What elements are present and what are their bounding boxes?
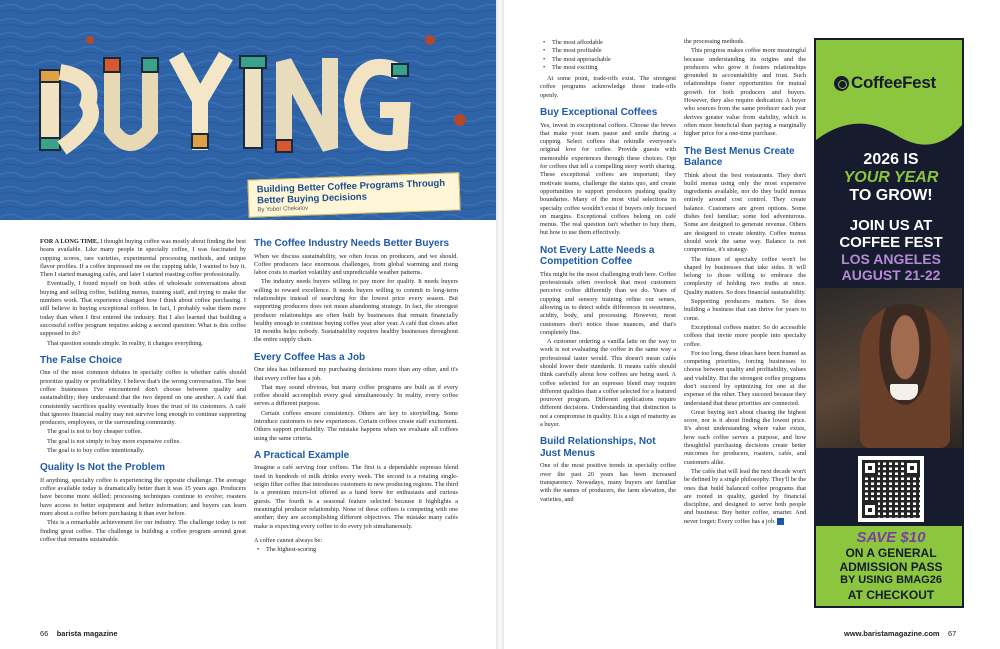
paragraph: Exceptional coffees matter. So do accessible coffees that invite more people into specialty coffee.: [684, 323, 806, 348]
ad-promo-code: BY USING BMAG26: [840, 574, 942, 586]
paragraph: One idea has influenced my purchasing decisions more than any other, and it's that every coffee has a job.: [254, 366, 458, 382]
left-column-2: [254, 238, 458, 557]
left-column-1: [40, 238, 246, 545]
qr-code[interactable]: [858, 456, 924, 522]
paragraph: That question sounds simple. In reality, it changes everything.: [47, 339, 204, 347]
paragraph: the processing methods.: [684, 38, 745, 45]
paragraph: For too long, these ideas have been framed as competing priorities, forcing businesses to choose between quality and profitability, values and viability. But the strongest coffee programs don't succeed by optimizing for one at the expense of the other. They succeed because they understand that these priorities are connected.: [684, 349, 806, 407]
page-gutter: [496, 0, 504, 649]
left-footer: [40, 629, 118, 638]
bullet-list: [540, 39, 676, 72]
right-column-1: [540, 38, 676, 505]
coffee-cup-icon: [890, 384, 918, 400]
section-heading: Build Relationships, Not Just Menus: [540, 436, 656, 459]
paragraph: Certain coffees ensure consistency. Others are key to storytelling. Some introduce customers to new experiences. Certain coffees create staff excitement. Others support profitability. The mistake happens when we evaluate all coffees using the same criteria.: [254, 409, 458, 442]
barista-figure: [860, 304, 950, 448]
ad-save-line-2: ON A GENERAL: [845, 546, 937, 560]
qr-finder: [862, 502, 878, 518]
section-heading: A Practical Example: [254, 449, 350, 461]
section-heading: The False Choice: [40, 354, 123, 366]
section-heading: Quality Is Not the Problem: [40, 462, 166, 474]
paragraph: A coffee cannot always be:: [254, 536, 323, 544]
paragraph: This might be the most challenging truth here. Coffee professionals often overlook that most customers perceive coffee differently than we do. Years of cupping and sensory training refine our senses, allowing us to detect subtle differences in sweetness, acidity, body, and processing. However, most customers don't notice these nuances, and that's completely fine.: [540, 270, 676, 336]
magazine-name: barista magazine: [56, 629, 118, 638]
paragraph: This is a remarkable achievement for our industry. The challenge today is not finding great coffee. The challenge is building a coffee program around great coffee that remains sustainable.: [40, 519, 246, 543]
paragraph: One of the most common debates in specialty coffee is whether cafés should prioritize quality or profitability. I believe that's the wrong conversation. The best coffee businesses I've encountered don't choose between quality and sustainability; they understand that the two depend on one another. A café that consistently sacrifices quality eventually loses the trust of its customers. A café that ignores financial reality may not survive long enough to continue supporting producers, employees, or the surrounding community.: [40, 369, 246, 427]
left-page: [0, 0, 496, 649]
paragraph: The goal is not simply to buy more expensive coffee.: [47, 437, 181, 445]
article-title: Building Better Coffee Programs Through Better Buying Decisions: [256, 177, 446, 207]
qr-finder: [904, 460, 920, 476]
ad-headline-1: 2026 IS: [863, 151, 919, 168]
list-item: • The most exciting: [540, 64, 676, 72]
paragraph: The goal is not to buy cheaper coffee.: [47, 428, 143, 436]
page-number: 67: [947, 629, 957, 638]
list-item: • The most affordable: [540, 39, 676, 47]
paragraph: That may sound obvious, but many coffee programs are built as if every coffee should accomplish every goal simultaneously. In reality, every coffee serves a different purpose.: [254, 383, 458, 408]
page-number: 66: [40, 629, 49, 638]
intro-paragraph: FOR A LONG TIME, I thought buying coffee was mostly about finding the best beans available. Like many people in specialty coffee, I was fascinated by cupping scores, rare varieties, experimental processing methods, and unique flavor profiles. If a coffee impressed me on the cupping table, I wanted to buy it. Then I started managing cafés, and later I started roasting coffee professionally.: [40, 238, 246, 279]
article-byline: By Yober Chekalov: [257, 205, 309, 214]
ad-save-line-3: ADMISSION PASS: [839, 560, 943, 574]
ad-save-amount: SAVE $10: [856, 529, 926, 546]
paragraph: This progress makes coffee more meaningful because understanding its origins and the producers who grow it fosters relationships grounded in accountability and trust. Such relationships foster opportunities for mutual growth for both producers and buyers. However, they also require dedication. A buyer who sources from the same producer each year derives greater value from stability, which is often more beneficial than paying a marginally higher price for a one-time purchase.: [684, 47, 806, 138]
coffee-fest-ad[interactable]: [814, 38, 964, 608]
ad-photo-barista: [816, 288, 964, 448]
qr-code-pattern: [862, 460, 920, 518]
bullet-list: [254, 546, 458, 554]
paragraph: Eventually, I found myself on both sides of wholesale conversations about buying and selling coffee, building menus, training staff, and trying to make the numbers work. That experience changed how I think about coffee purchasing. I still believe in buying exceptional coffees. In fact, I probably value them more today than when I first entered the industry. But I also learned that building a successful coffee program requires asking a second question: What is this coffee supposed to do?: [40, 280, 246, 338]
paragraph: A customer ordering a vanilla latte on the way to work is not evaluating the coffee in the same way a professional taster would. This doesn't mean cafés should lower their standards. It means cafés should think carefully about how coffees are being used. A coffee selected for an espresso blend may require different qualities than a coffee selected for a featured pourover program. Different applications require different decisions. Understanding that distinction is not a compromise in quality. It is a sign of maturity as a buyer.: [540, 338, 677, 429]
ad-headline-3: TO GROW!: [849, 187, 933, 204]
ad-join-2: COFFEE FEST: [839, 234, 943, 251]
end-mark-icon: L: [777, 518, 784, 525]
paragraph: Imagine a café serving four coffees. The first is a dependable espresso blend used in hundreds of milk drinks every week. The second is a rotating single-origin filter coffee that introduces customers to new producing regions. The third is a premium micro-lot offered as a hand brew for enthusiasts and curious guests. The fourth is a seasonal feature selected because it highlights a meaningful producer relationship. None of these coffees is competing with one another; they are accomplishing different objectives. The mistake many cafés make is expecting every coffee to do every job simultaneously.: [254, 464, 459, 530]
list-item: • The highest-scoring: [254, 546, 458, 554]
section-heading: Every Coffee Has a Job: [254, 351, 366, 363]
right-column-2: [684, 38, 806, 527]
lead-in: FOR A LONG TIME,: [40, 238, 99, 245]
list-item: • The most profitable: [540, 47, 676, 55]
list-item: • The most approachable: [540, 56, 676, 64]
paragraph: If anything, specialty coffee is experiencing the opposite challenge. The average coffee available today is dramatically better than it was 15 years ago. Producers have become more skilled; processing techniques continue to evolve; roasters have access to better equipment and better information; and buyers can learn more about a coffee before purchasing it than ever before.: [40, 476, 246, 518]
section-heading: The Best Menus Create Balance: [684, 145, 795, 169]
section-heading: Not Every Latte Needs a Competition Coffee: [540, 244, 655, 268]
coffee-fest-logo-icon: [834, 76, 849, 91]
ad-city: LOS ANGELES: [841, 251, 941, 267]
section-heading: The Coffee Industry Needs Better Buyers: [254, 238, 450, 249]
paragraph: Great buying isn't about chasing the highest score, nor is it about finding the lowest price. It's about understanding where value exists, how each coffee serves a purpose, and how thoughtful purchasing decisions create better outcomes for producers, roasters, cafés, and customers alike.: [684, 408, 806, 466]
paragraph: The goal is to buy coffee intentionally.: [47, 447, 145, 455]
paragraph: The future of specialty coffee won't be shaped by businesses that take sides. It will belong to those willing to embrace the complexity of holding two truths at once. Quality matters. So does financial sustainability.: [684, 255, 806, 296]
article-title-box: [247, 172, 460, 217]
paragraph: When we discuss sustainability, we often focus on producers, and we should. Coffee producers face enormous challenges, from global warming and rising labor costs to market volatility and unpredictable weather patterns.: [254, 252, 458, 277]
ad-headline-2: YOUR YEAR: [843, 169, 939, 186]
right-footer: [844, 629, 956, 638]
paragraph: Yes, invest in exceptional coffees. Choose the brews that make your team pause and smile during a cupping. Select coffees that rekindle everyone's original love for coffee. Provide guests with memorable experiences through these choices. Opt for coffees that tell a compelling story worth sharing. These exceptional coffees are important; they motivate teams, challenge the status quo, and create opportunities to support producers pushing quality boundaries. Many of the most vital selections in specialty coffee wouldn't exist if buyers only focused on margins. Exceptional coffees belong on café menus. The real question isn't whether to buy them, but how to use them effectively.: [540, 121, 676, 237]
qr-finder: [862, 460, 878, 476]
paragraph: Think about the best restaurants. They don't build menus using only the most expensive ingredients available, nor do they build menus entirely around cost control. They create balance. Customers are given options. Some dishes feel familiar; some feel adventurous. Some are designed to generate revenue. Others are designed to create identity. Coffee menus should work the same way. Balance is not compromise, it's strategy.: [684, 171, 806, 254]
paragraph: The industry needs buyers willing to pay more for quality. It needs buyers willing to reward excellence. It needs buyers willing to commit to long-term relationships instead of searching for the lowest price every season. But supporting producers does not mean abandoning strategy. In fact, the strongest producer relationships are often built by businesses that remain financially healthy enough to continue buying coffee year after year. A café that closes after 18 months helps nobody. Sustainability requires healthy businesses throughout the entire supply chain.: [254, 278, 458, 344]
paragraph: Supporting producers matters. So does building a business that can thrive for years to come.: [684, 298, 806, 322]
right-page: [504, 0, 1000, 649]
website-url: www.baristamagazine.com: [844, 629, 940, 638]
ad-dates: AUGUST 21-22: [841, 267, 941, 283]
ad-join-1: JOIN US AT: [849, 217, 933, 234]
hero-illustration: [0, 0, 496, 220]
paragraph: The cafés that will lead the next decade won't be defined by a single philosophy. They'll be the ones that build balanced coffee programs that are rooted in quality, guided by financial discipline, and designed to serve both people and business: Buy better coffee, smarter. And never forget: Every coffee has a job. L: [684, 467, 806, 525]
paragraph: At some point, trade-offs exist. The strongest coffee programs acknowledge those trade-offs openly.: [540, 75, 676, 99]
ad-save-line-5: AT CHECKOUT: [847, 588, 935, 602]
coffee-fest-logo: CoffeeFest: [834, 73, 936, 93]
paragraph: One of the most positive trends in specialty coffee over the past 20 years has been increased transparency. Nowadays, many buyers are familiar with the names of producers, the farm elevation, the varieties, and: [540, 462, 676, 503]
section-heading: Buy Exceptional Coffees: [540, 107, 658, 119]
